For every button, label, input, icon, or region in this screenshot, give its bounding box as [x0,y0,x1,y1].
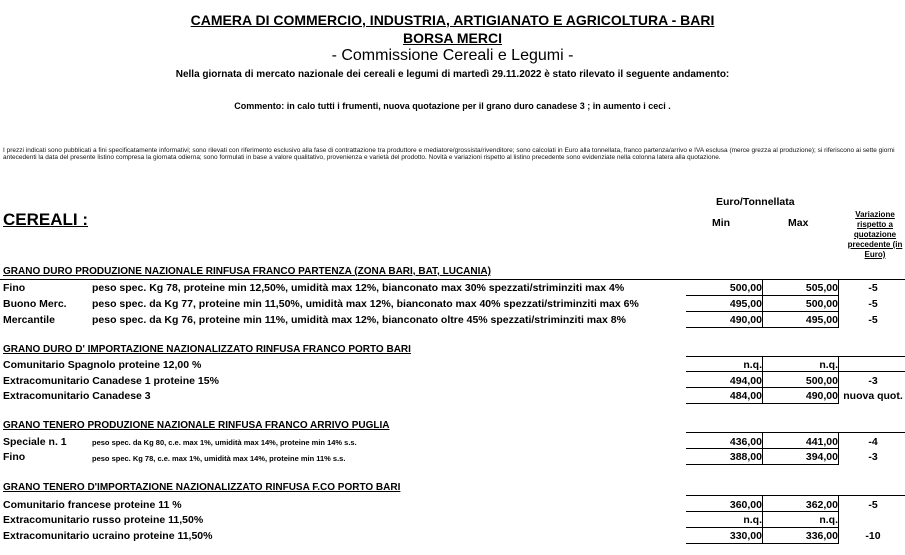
column-rule [838,280,839,328]
price-max: 505,00 [805,282,838,294]
price-variation: -4 [868,436,878,448]
price-min: n.q. [743,514,762,526]
column-rule [838,356,839,404]
borsa-title: BORSA MERCI [402,30,503,46]
row-description: peso spec. Kg 78, c.e. max 1%, umidità max 14%, proteine min 11% s.s. [92,454,346,463]
section-title: GRANO DURO PRODUZIONE NAZIONALE RINFUSA FRANCO PARTENZA (ZONA BARI, BAT, LUCANIA) [3,266,491,277]
row-label: Extracomunitario ucraino proteine 11,50% [3,530,213,542]
price-min: 436,00 [729,436,762,448]
price-variation: -10 [865,530,881,542]
price-max: 336,00 [805,530,838,542]
price-min: 495,00 [729,298,762,310]
row-label: Extracomunitario russo proteine 11,50% [3,514,204,526]
price-max: 490,00 [805,390,838,402]
price-variation: -3 [868,451,878,463]
price-min: 490,00 [729,314,762,326]
commission-title: - Commissione Cereali e Legumi - [331,47,574,64]
section-title: GRANO TENERO D'IMPORTAZIONE NAZIONALIZZATO RINFUSA F.CO PORTO BARI [3,482,401,493]
price-max: 500,00 [805,375,838,387]
section-divider [686,356,905,357]
price-max: n.q. [819,359,838,371]
price-variation: -5 [868,314,878,326]
section-title-cereali: CEREALI : [3,210,88,229]
row-label: Buono Merc. [3,298,67,310]
row-rule [686,371,905,372]
price-min: 494,00 [729,375,762,387]
price-variation: -5 [868,282,878,294]
price-variation: -5 [868,499,878,511]
intro-text: Nella giornata di mercato nazionale dei cereali e legumi di martedì 29.11.2022 è stato rilevato il seguente andamento: [175,69,730,80]
column-rule [762,432,763,465]
row-label: Extracomunitario Canadese 3 [3,390,151,402]
row-label: Comunitario Spagnolo proteine 12,00 % [3,359,202,371]
price-min: 484,00 [729,390,762,402]
row-label: Comunitario francese proteine 11 % [3,499,182,511]
price-max: n.q. [819,514,838,526]
column-rule [838,495,839,544]
price-min: 500,00 [729,282,762,294]
price-min: 330,00 [729,530,762,542]
column-rule [762,495,763,544]
unit-header: Euro/Tonnellata [716,196,795,208]
price-max: 441,00 [805,436,838,448]
min-header: Min [712,217,731,229]
max-header: Max [788,217,809,229]
row-description: peso spec. da Kg 80, c.e. max 1%, umidità max 14%, proteine min 14% s.s. [92,438,357,447]
price-max: 362,00 [805,499,838,511]
row-description: peso spec. da Kg 77, proteine min 11,50%, umidità max 12%, bianconato max 40% spezzati/striminziti max 6% [92,298,639,310]
price-max: 495,00 [805,314,838,326]
price-max: 394,00 [805,451,838,463]
variation-header: Variazione rispetto a quotazione precedente (in Euro) [847,210,903,259]
row-label: Mercantile [3,314,55,326]
price-variation: nuova quot. [843,390,903,402]
section-title: GRANO DURO D' IMPORTAZIONE NAZIONALIZZATO RINFUSA FRANCO PORTO BARI [3,344,411,355]
disclaimer-text: I prezzi indicati sono pubblicati a fini specificatamente informativi; sono rilevati con riferimento esclusivo alla fase di contrattazione tra produttore e mediatore/grossista/rivenditore; sono calcolati in Euro alla tonnellata, franco partenza/arrivo e IVA esclusa (merce grezza al produzione); si riferiscono ai sette giorni antecedenti la data del presente listino compresa la giornata odierna; sono formulati in base a valore qualitativo, provenienza e varietà del prodotto. Novità e variazioni rispetto al listino precedente sono evidenziate nella colonna latera alla quotazione. [3,147,895,162]
row-label: Extracomunitario Canadese 1 proteine 15% [3,375,219,387]
price-min: 388,00 [729,451,762,463]
price-min: n.q. [743,359,762,371]
comment-text: Commento: in calo tutti i frumenti, nuova quotazione per il grano duro canadese 3 ; in aumento i ceci . [234,101,671,111]
section-divider [0,279,905,280]
row-description: peso spec. da Kg 76, proteine min 11%, umidità max 12%, bianconato oltre 45% spezzati/striminziti max 8% [92,314,626,326]
row-label: Speciale n. 1 [3,436,67,448]
column-rule [762,280,763,328]
row-description: peso spec. Kg 78, proteine min 12,50%, umidità max 12%, bianconato max 30% spezzati/striminziti max 4% [92,282,625,294]
price-variation: -3 [868,375,878,387]
column-rule [762,356,763,404]
row-label: Fino [3,451,26,463]
price-min: 360,00 [729,499,762,511]
column-rule [838,432,839,465]
section-divider [686,432,905,433]
price-max: 500,00 [805,298,838,310]
section-divider [686,495,905,496]
price-variation: -5 [868,298,878,310]
row-label: Fino [3,282,26,294]
section-title: GRANO TENERO PRODUZIONE NAZIONALE RINFUSA FRANCO ARRIVO PUGLIA [3,420,390,431]
org-title: CAMERA DI COMMERCIO, INDUSTRIA, ARTIGIANATO E AGRICOLTURA - BARI [190,12,715,28]
